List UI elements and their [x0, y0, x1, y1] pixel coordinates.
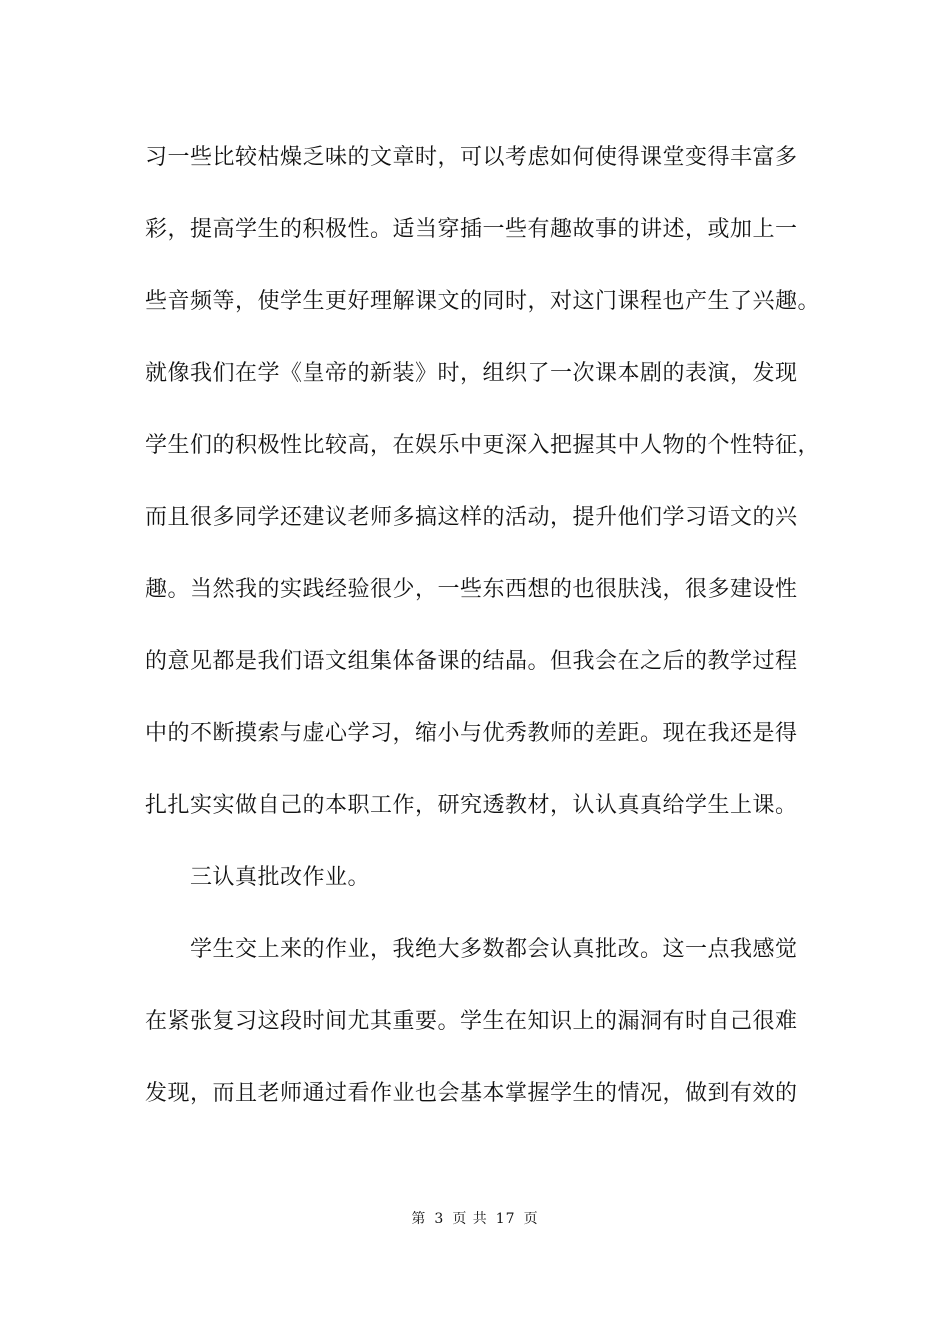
page-footer	[0, 1208, 950, 1228]
body-text-line: 中的不断摸索与虚心学习，缩小与优秀教师的差距。现在我还是得	[145, 721, 798, 746]
footer-suffix: 页	[523, 1211, 539, 1227]
footer-prefix: 第	[411, 1211, 427, 1227]
body-text-line: 的意见都是我们语文组集体备课的结晶。但我会在之后的教学过程	[145, 649, 798, 674]
body-text-line: 学生们的积极性比较高，在娱乐中更深入把握其中人物的个性特征，	[145, 433, 821, 458]
body-text-line: 就像我们在学《皇帝的新装》时，组织了一次课本剧的表演，发现	[145, 361, 798, 386]
body-text-line: 扎扎实实做自己的本职工作，研究透教材，认认真真给学生上课。	[145, 793, 798, 818]
footer-page-number: 3	[434, 1211, 445, 1227]
footer-mid: 页 共	[452, 1211, 488, 1227]
body-text-line: 趣。当然我的实践经验很少，一些东西想的也很肤浅，很多建设性	[145, 577, 798, 602]
footer-total-pages: 17	[495, 1211, 516, 1227]
body-text-line: 在紧张复习这段时间尤其重要。学生在知识上的漏洞有时自己很难	[145, 1009, 798, 1034]
body-text-line: 些音频等，使学生更好理解课文的同时，对这门课程也产生了兴趣。	[145, 289, 821, 314]
body-text-line: 习一些比较枯燥乏味的文章时，可以考虑如何使得课堂变得丰富多	[145, 145, 798, 170]
body-text-line: 而且很多同学还建议老师多搞这样的活动，提升他们学习语文的兴	[145, 505, 798, 530]
body-text-line: 发现，而且老师通过看作业也会基本掌握学生的情况，做到有效的	[145, 1081, 798, 1106]
paragraph-first-line: 学生交上来的作业，我绝大多数都会认真批改。这一点我感觉	[190, 937, 798, 962]
section-heading: 三认真批改作业。	[190, 865, 371, 890]
body-text-line: 彩，提高学生的积极性。适当穿插一些有趣故事的讲述，或加上一	[145, 217, 798, 242]
